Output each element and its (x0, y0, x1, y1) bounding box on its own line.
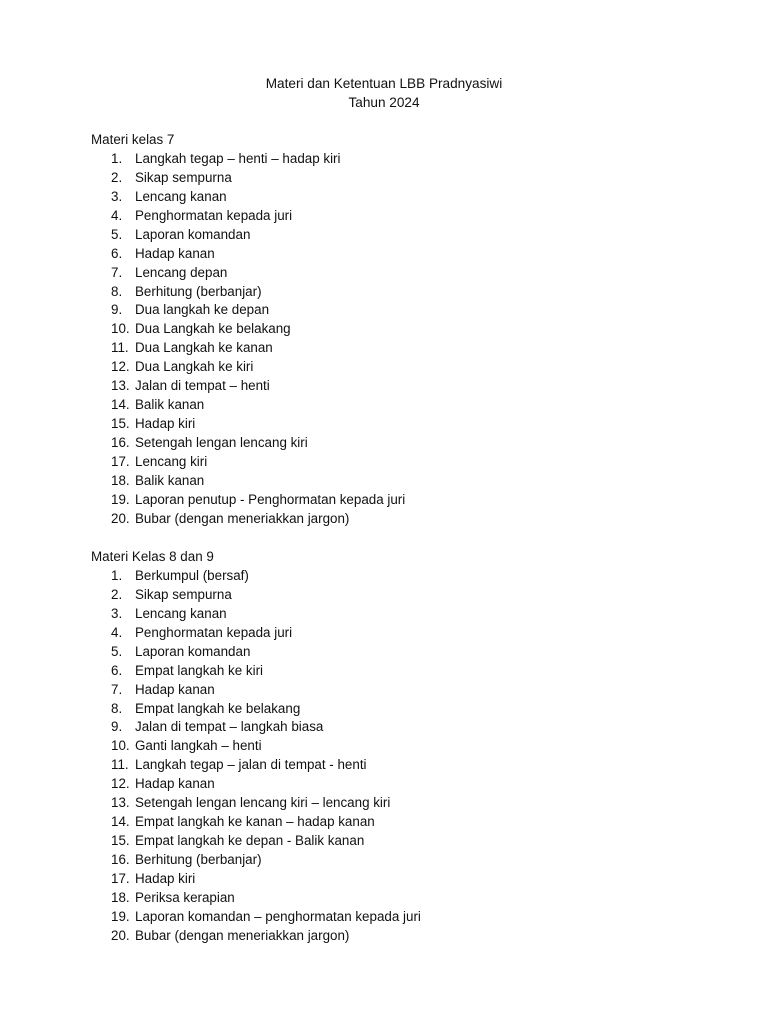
list-item-text: Lencang depan (135, 264, 228, 280)
list-item-text: Empat langkah ke kiri (135, 662, 264, 678)
list-item (91, 491, 711, 510)
list-item (91, 851, 711, 870)
section-heading: Materi kelas 7 (91, 132, 175, 147)
list-item-number: 7. (111, 264, 123, 280)
list-item-text: Empat langkah ke depan - Balik kanan (135, 833, 365, 849)
list-item (91, 908, 711, 927)
section-kelas-7 (91, 131, 711, 529)
list-item-text: Laporan komandan (135, 226, 251, 242)
list-item-text: Sikap sempurna (135, 586, 232, 602)
list-item (91, 301, 711, 320)
list-item (91, 624, 711, 643)
section-heading: Materi Kelas 8 dan 9 (91, 549, 214, 564)
list-item (91, 718, 711, 737)
list-item-number: 12. (111, 776, 130, 792)
list-item (91, 358, 711, 377)
list-item-number: 17. (111, 870, 130, 886)
list-item-number: 7. (111, 681, 123, 697)
list-item-text: Bubar (dengan meneriakkan jargon) (135, 510, 350, 526)
list-item (91, 472, 711, 491)
list-item (91, 700, 711, 719)
list-item-text: Balik kanan (135, 472, 205, 488)
list-item (91, 662, 711, 681)
list-item-text: Berhitung (berbanjar) (135, 283, 262, 299)
list-item-number: 8. (111, 283, 123, 299)
list-item-number: 18. (111, 472, 130, 488)
list-item-number: 1. (111, 567, 123, 583)
list-item (91, 889, 711, 908)
section-kelas-8-9 (91, 548, 711, 946)
list-item (91, 756, 711, 775)
list-item (91, 643, 711, 662)
list-item-text: Dua Langkah ke kanan (135, 340, 273, 356)
list-item-text: Bubar (dengan meneriakkan jargon) (135, 927, 350, 943)
list-item (91, 586, 711, 605)
list-item (91, 264, 711, 283)
list-item-text: Hadap kanan (135, 245, 215, 261)
list-item-text: Langkah tegap – henti – hadap kiri (135, 150, 341, 166)
list-item-text: Berhitung (berbanjar) (135, 852, 262, 867)
list-item (91, 320, 711, 339)
list-item-number: 15. (111, 416, 130, 432)
list-item-number: 20. (111, 510, 130, 526)
list-item-number: 6. (111, 245, 123, 261)
list-item (91, 283, 711, 302)
list-item-text: Dua Langkah ke belakang (135, 321, 291, 337)
list-item-text: Dua langkah ke depan (135, 302, 270, 318)
list-item (91, 207, 711, 226)
list-item-number: 16. (111, 435, 130, 450)
list-item (91, 150, 711, 169)
list-item-text: Lencang kanan (135, 605, 227, 621)
list-item-text: Setengah lengan lencang kiri (135, 435, 308, 450)
list-item-number: 2. (111, 169, 123, 185)
list-item-text: Hadap kiri (135, 870, 196, 886)
list-item-text: Hadap kanan (135, 776, 215, 792)
list-item-number: 14. (111, 397, 130, 413)
list-item-number: 4. (111, 624, 123, 640)
list-item (91, 794, 711, 813)
list-item-text: Dua Langkah ke kiri (135, 359, 254, 375)
document-title: Materi dan Ketentuan LBB Pradnyasiwi (265, 76, 503, 91)
list-item (91, 605, 711, 624)
list-item-number: 14. (111, 814, 130, 830)
list-item-text: Penghormatan kepada juri (135, 624, 293, 640)
list-item-number: 8. (111, 700, 123, 716)
list-item (91, 567, 711, 586)
list-item-text: Laporan komandan – penghormatan kepada juri (135, 908, 421, 924)
list-item (91, 813, 711, 832)
title-block (0, 74, 768, 112)
list-item (91, 870, 711, 889)
list-item-number: 11. (111, 757, 129, 773)
list-item (91, 832, 711, 851)
list-item-text: Setengah lengan lencang kiri – lencang kiri (135, 795, 391, 811)
list-item-text: Empat langkah ke kanan – hadap kanan (135, 814, 375, 830)
list-item-number: 13. (111, 795, 130, 811)
list-item-text: Hadap kiri (135, 416, 196, 432)
list-item-number: 15. (111, 833, 130, 849)
list-item (91, 681, 711, 700)
list-item-text: Periksa kerapian (135, 889, 235, 905)
list-item-text: Balik kanan (135, 397, 205, 413)
list-item (91, 510, 711, 529)
list-item-text: Laporan penutup - Penghormatan kepada juri (135, 491, 406, 507)
document-subtitle: Tahun 2024 (348, 95, 420, 110)
list-item (91, 453, 711, 472)
list-item-number: 18. (111, 889, 130, 905)
list-item-number: 20. (111, 927, 130, 943)
list-item (91, 775, 711, 794)
list-item-text: Jalan di tempat – henti (135, 378, 270, 394)
list-item-number: 17. (111, 453, 130, 469)
list-item-text: Langkah tegap – jalan di tempat - henti (135, 757, 367, 773)
list-item-text: Laporan komandan (135, 643, 251, 659)
list-item (91, 377, 711, 396)
list-item-number: 12. (111, 359, 130, 375)
list-item (91, 434, 711, 453)
list-item (91, 169, 711, 188)
list-item-text: Berkumpul (bersaf) (135, 567, 249, 583)
list-item (91, 188, 711, 207)
list-item-number: 6. (111, 662, 123, 678)
list-item-number: 11. (111, 340, 129, 356)
list-item-number: 19. (111, 908, 130, 924)
list-item (91, 396, 711, 415)
list-item-text: Ganti langkah – henti (135, 738, 262, 754)
list-item (91, 927, 711, 946)
list-item (91, 737, 711, 756)
list-item (91, 226, 711, 245)
list-item-number: 9. (111, 302, 123, 318)
list-item-number: 10. (111, 738, 130, 754)
list-item (91, 415, 711, 434)
list-item-number: 3. (111, 188, 123, 204)
list-item (91, 245, 711, 264)
list-item-number: 2. (111, 586, 123, 602)
list-item-number: 3. (111, 605, 123, 621)
list-item-number: 19. (111, 491, 130, 507)
list-item (91, 339, 711, 358)
item-list (91, 567, 711, 946)
list-item-number: 4. (111, 207, 123, 223)
list-item-text: Sikap sempurna (135, 169, 232, 185)
item-list (91, 150, 711, 529)
list-item-text: Jalan di tempat – langkah biasa (135, 719, 324, 735)
list-item-text: Lencang kanan (135, 188, 227, 204)
list-item-number: 5. (111, 226, 123, 242)
list-item-text: Empat langkah ke belakang (135, 700, 301, 716)
list-item-number: 9. (111, 719, 123, 735)
list-item-number: 5. (111, 643, 123, 659)
list-item-text: Lencang kiri (135, 453, 208, 469)
list-item-number: 13. (111, 378, 130, 394)
list-item-number: 10. (111, 321, 130, 337)
list-item-number: 16. (111, 852, 130, 867)
list-item-text: Hadap kanan (135, 681, 215, 697)
list-item-number: 1. (111, 150, 123, 166)
list-item-text: Penghormatan kepada juri (135, 207, 293, 223)
